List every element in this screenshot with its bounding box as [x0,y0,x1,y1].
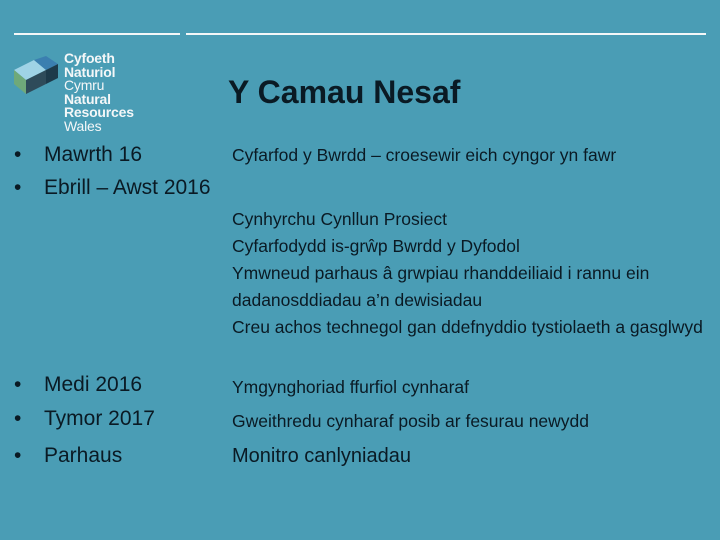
timeline-date: Mawrth 16 [44,143,143,166]
timeline-action: Cyfarfod y Bwrdd – croesewir eich cyngor yn fawr [232,145,617,165]
timeline-bullet [14,373,142,397]
timeline-action: Gweithredu cynharaf posib ar fesurau newydd [232,411,590,431]
timeline-action: Creu achos technegol gan ddefnyddio tystiolaeth a gasglwyd [232,317,703,337]
bullet-dot: • [14,373,22,396]
bullet-dot: • [14,444,22,467]
timeline-bullet [14,176,211,200]
logo-line: Natural [64,90,111,107]
logo-wordmark [64,52,164,134]
timeline-bullet [14,143,142,167]
logo [12,52,162,140]
header-rule-left [14,33,180,35]
timeline-action: Monitro canlyniadau [232,445,411,467]
logo-line: Wales [64,117,102,134]
timeline-action: Ymgynghoriad ffurfiol cynharaf [232,377,470,397]
bullet-dot: • [14,143,22,166]
logo-line: Naturiol [64,63,116,80]
timeline-action: Cyfarfodydd is-grŵp Bwrdd y Dyfodol [232,236,520,256]
timeline-bullet [14,407,155,431]
timeline-action: Cynhyrchu Cynllun Prosiect [232,209,447,229]
bullet-dot: • [14,407,22,430]
timeline-action: Ymwneud parhaus â grwpiau rhanddeiliaid i rannu ein dadanosddiadau a’n dewisiadau [232,263,650,310]
timeline-action-list [232,206,714,341]
timeline-date: Ebrill – Awst 2016 [44,176,211,199]
timeline-date: Tymor 2017 [44,407,155,430]
timeline-date: Parhaus [44,444,123,467]
bullet-dot: • [14,176,22,199]
timeline-date: Medi 2016 [44,373,143,396]
logo-mark-icon [12,54,62,100]
header-rule-right [186,33,706,35]
logo-line: Resources [64,104,134,121]
logo-line: Cyfoeth [64,50,115,66]
logo-line: Cymru [64,77,105,94]
timeline-bullet [14,444,122,468]
slide-title: Y Camau Nesaf [228,74,461,110]
